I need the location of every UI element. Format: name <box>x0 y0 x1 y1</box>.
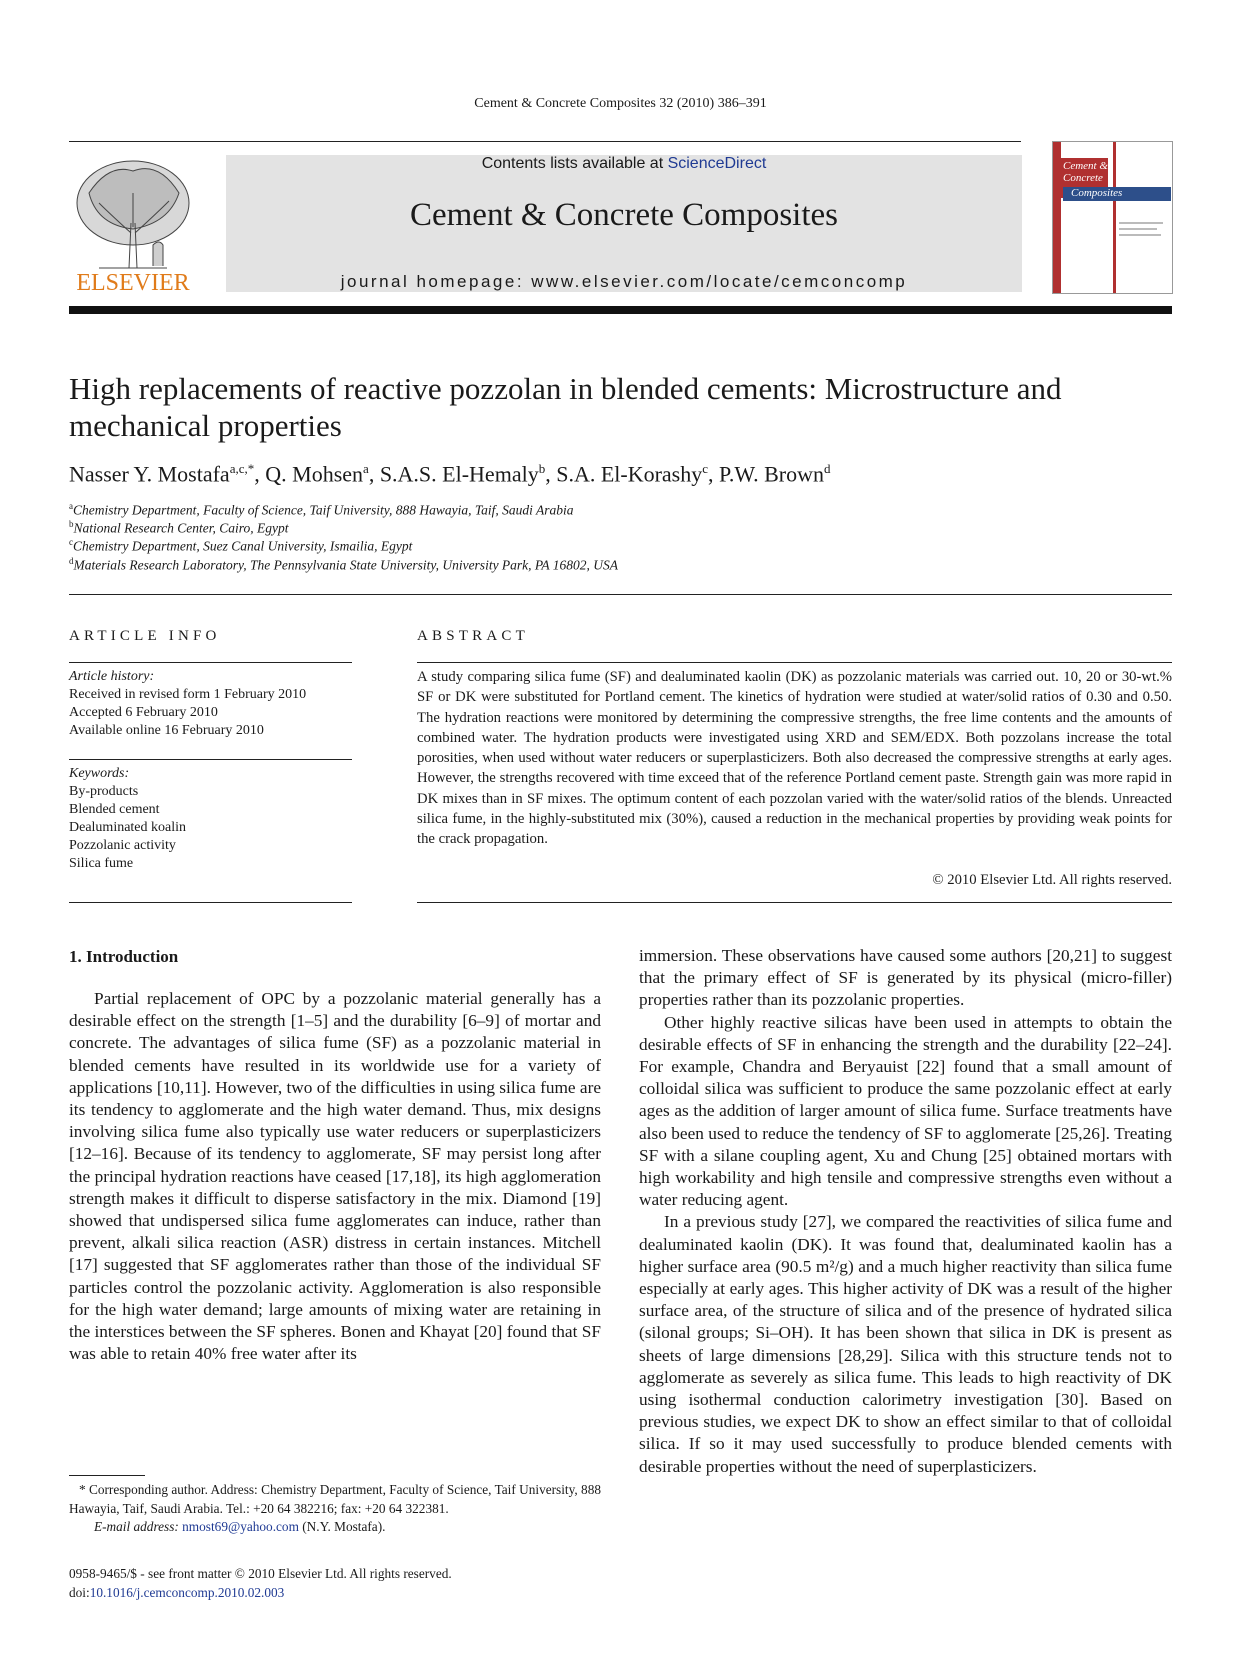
body-paragraph: In a previous study [27], we compared the reactivities of silica fume and dealuminated kaolin (DK). It was found that, dealuminated kaolin has a higher surface area (90.5 m²/g) and a much higher reactivity than silica fume especially at early ages. This higher activity of DK was a result of the higher surface area, of the structure of silica and of the presence of hydrated silica (silonal groups; Si–OH). It has been shown that silica in DK is present as sheets of large dimensions [28,29]. Silica with this structure tends not to agglomerate as severely as silica fume. This leads to high reactivity of DK using isothermal conduction calorimetry investigation [30]. Based on previous studies, we expect DK to show an effect similar to that of colloidal silica. If so it may used successfully to produce blended cements with desirable properties without the need of superplasticizers. <box>639 1212 1172 1476</box>
article-title: High replacements of reactive pozzolan in blended cements: Microstructure and mechanical properties <box>69 371 1062 443</box>
corresponding-note: * Corresponding author. Address: Chemistry Department, Faculty of Science, Taif University, 888 Hawayia, Taif, Saudi Arabia. Tel.: +20 64 382216; fax: +20 64 322381. <box>69 1482 601 1516</box>
body-paragraph: immersion. These observations have caused some authors [20,21] to suggest that the primary effect of SF is generated by its physical (micro-filler) properties rather than its pozzolanic properties. <box>639 946 1172 1010</box>
author-name: S.A. El-Korashy <box>556 461 703 487</box>
author-name: Nasser Y. Mostafa <box>69 461 230 487</box>
abstract-copyright: © 2010 Elsevier Ltd. All rights reserved. <box>932 872 1172 888</box>
body-column-left <box>69 988 601 1365</box>
author-affil-mark[interactable]: a,c,* <box>229 461 255 476</box>
article-info-heading: ARTICLE INFO <box>69 628 221 644</box>
author-affil-mark[interactable]: b <box>538 461 546 476</box>
section-heading-introduction: 1. Introduction <box>69 947 179 966</box>
footnote-rule <box>69 1475 145 1476</box>
header-thick-rule <box>69 306 1172 314</box>
journal-title: Cement & Concrete Composites <box>409 197 839 233</box>
email-label: E-mail address: <box>94 1519 183 1534</box>
body-paragraph: Partial replacement of OPC by a pozzolanic material generally has a desirable effect on the strength [1–5] and the durability [6–9] of mortar and concrete. The advantages of silica fume (SF) as a pozzolanic material in blended cements have resulted in its worldwide use for a variety of applications [10,11]. However, two of the difficulties in using silica fume are its tendency to agglomerate and the high water demand. Thus, mix designs involving silica fume also typically use water reducers or superplasticizers [12–16]. Because of its tendency to agglomerate, SF may persist long after the principal hydration reactions have ceased [17,18], its high agglomeration strength makes it difficult to disperse satisfactory in the mix. Diamond [19] showed that undispersed silica fume agglomerates can induce, rather than prevent, alkali silica reaction (ASR) distress in certain instances. Mitchell [17] suggested that SF agglomerates rather than those of the individual SF particles control the pozzolanic activity. Agglomeration is also responsible for the high water demand; large amounts of mixing water are retaining in the interstices between the SF spheres. Bonen and Khayat [20] found that SF was able to retain 40% free water after its <box>69 989 602 1364</box>
cover-title-1: Cement & <box>1063 160 1108 172</box>
abstract-rule <box>417 662 1172 663</box>
keyword: By-products <box>69 784 139 799</box>
elsevier-tree-icon <box>69 153 197 295</box>
body-paragraph: Other highly reactive silicas have been used in attempts to obtain the desirable effects of SF in enhancing the strength and the durability [22–24]. For example, Chandra and Beryauist [22] found that a small amount of colloidal silica was sufficient to produce the same pozzolanic effect at early ages as the addition of larger amount of silica fume. Surface treatments have also been used to reduce the tendency of SF to agglomerate [25,26]. Treating SF with a silane coupling agent, Xu and Chung [25] obtained mortars with high workability and high tensile and compressive strengths even without a water reducing agent. <box>639 1012 1172 1210</box>
journal-cover-thumbnail <box>1052 141 1173 294</box>
affiliation: $^a$Chemistry Department, Faculty of Science, Taif University, 888 Hawayia, Taif, Saudi Arabia <box>69 501 574 518</box>
history-item: Accepted 6 February 2010 <box>69 705 218 720</box>
author-affil-mark[interactable]: d <box>823 461 831 476</box>
elsevier-logo <box>69 153 197 295</box>
keyword: Pozzolanic activity <box>69 838 176 853</box>
affiliation: $^b$National Research Center, Cairo, Egypt <box>69 519 289 536</box>
doi-link[interactable]: 10.1016/j.cemconcomp.2010.02.003 <box>89 1584 285 1600</box>
keywords <box>69 765 352 873</box>
journal-reference: Cement & Concrete Composites 32 (2010) 386–391 <box>474 96 767 111</box>
abstract-rule <box>417 902 1172 903</box>
sciencedirect-link[interactable]: ScienceDirect <box>667 155 767 172</box>
history-label: Article history: <box>69 669 155 684</box>
history-item: Received in revised form 1 February 2010 <box>69 687 307 702</box>
abstract-heading: ABSTRACT <box>417 628 529 644</box>
article-history <box>69 668 352 740</box>
author-name: Q. Mohsen <box>265 461 364 487</box>
keyword: Blended cement <box>69 802 160 817</box>
keyword: Dealuminated koalin <box>69 820 187 835</box>
journal-homepage[interactable]: journal homepage: www.elsevier.com/locate/cemconcomp <box>340 272 908 291</box>
email-link[interactable]: nmost69@yahoo.com <box>182 1519 299 1534</box>
history-item: Available online 16 February 2010 <box>69 723 264 738</box>
issn-doi-block <box>69 1565 669 1602</box>
cover-title-2: Concrete <box>1063 172 1103 184</box>
body-column-right <box>639 945 1172 1478</box>
info-rule <box>69 759 352 760</box>
abstract-text: A study comparing silica fume (SF) and dealuminated kaolin (DK) as pozzolanic materials was carried out. 10, 20 or 30-wt.% SF or DK were substituted for Portland cement. The kinetics of hydration were studied at water/solid ratios of 0.30 and 0.50. The hydration reactions were monitored by determining the compressive strengths, the free lime contents and the amounts of combined water. The hydration products were investigated using XRD and SEM/EDX. Both pozzolans increase the total porosities, when used without water reducers or superplasticizers. Both also decreased the compressive strengths at early ages. However, the strengths recovered with time exceed that of the reference Portland cement paste. Strength gain was more rapid in DK mixes than in SF mixes. The optimum content of each pozzolan varied with the water/solid ratios of the blends. Unreacted silica fume, in the highly-substituted mix (30%), caused a reduction in the mechanical properties by providing weak points for the crack propagation. <box>417 669 1172 848</box>
contents-prefix: Contents lists available at <box>481 155 668 172</box>
author-affil-mark[interactable]: a <box>363 461 369 476</box>
doi-label: doi: <box>69 1584 90 1600</box>
affiliation: $^c$Chemistry Department, Suez Canal University, Ismailia, Egypt <box>69 537 413 554</box>
publisher-wordmark: ELSEVIER <box>76 270 190 295</box>
affiliation: $^d$Materials Research Laboratory, The Pennsylvania State University, University Park, PA 16802, USA <box>69 556 619 573</box>
contents-line <box>226 155 1022 173</box>
info-rule <box>69 902 352 903</box>
keywords-label: Keywords: <box>69 766 130 781</box>
author-name: S.A.S. El-Hemaly <box>379 461 539 487</box>
issn-line: 0958-9465/$ - see front matter © 2010 Elsevier Ltd. All rights reserved. <box>69 1566 452 1581</box>
cover-title-3: Composites <box>1063 187 1171 201</box>
author-affil-mark[interactable]: c <box>702 461 709 476</box>
author-list: Nasser Y. Mostafa$^{a,c,*}$, Q. Mohsen$^a$, S.A.S. El-Hemaly$^b$, S.A. El-Korashy$^c$, P.W. Brown$^d$ <box>69 461 831 487</box>
email-suffix: (N.Y. Mostafa). <box>298 1519 386 1534</box>
top-rule <box>69 141 1021 142</box>
info-rule <box>69 662 352 663</box>
author-name: P.W. Brown <box>719 461 824 487</box>
section-rule <box>69 594 1172 595</box>
corresponding-author-footnote <box>69 1481 601 1537</box>
keyword: Silica fume <box>69 856 134 871</box>
